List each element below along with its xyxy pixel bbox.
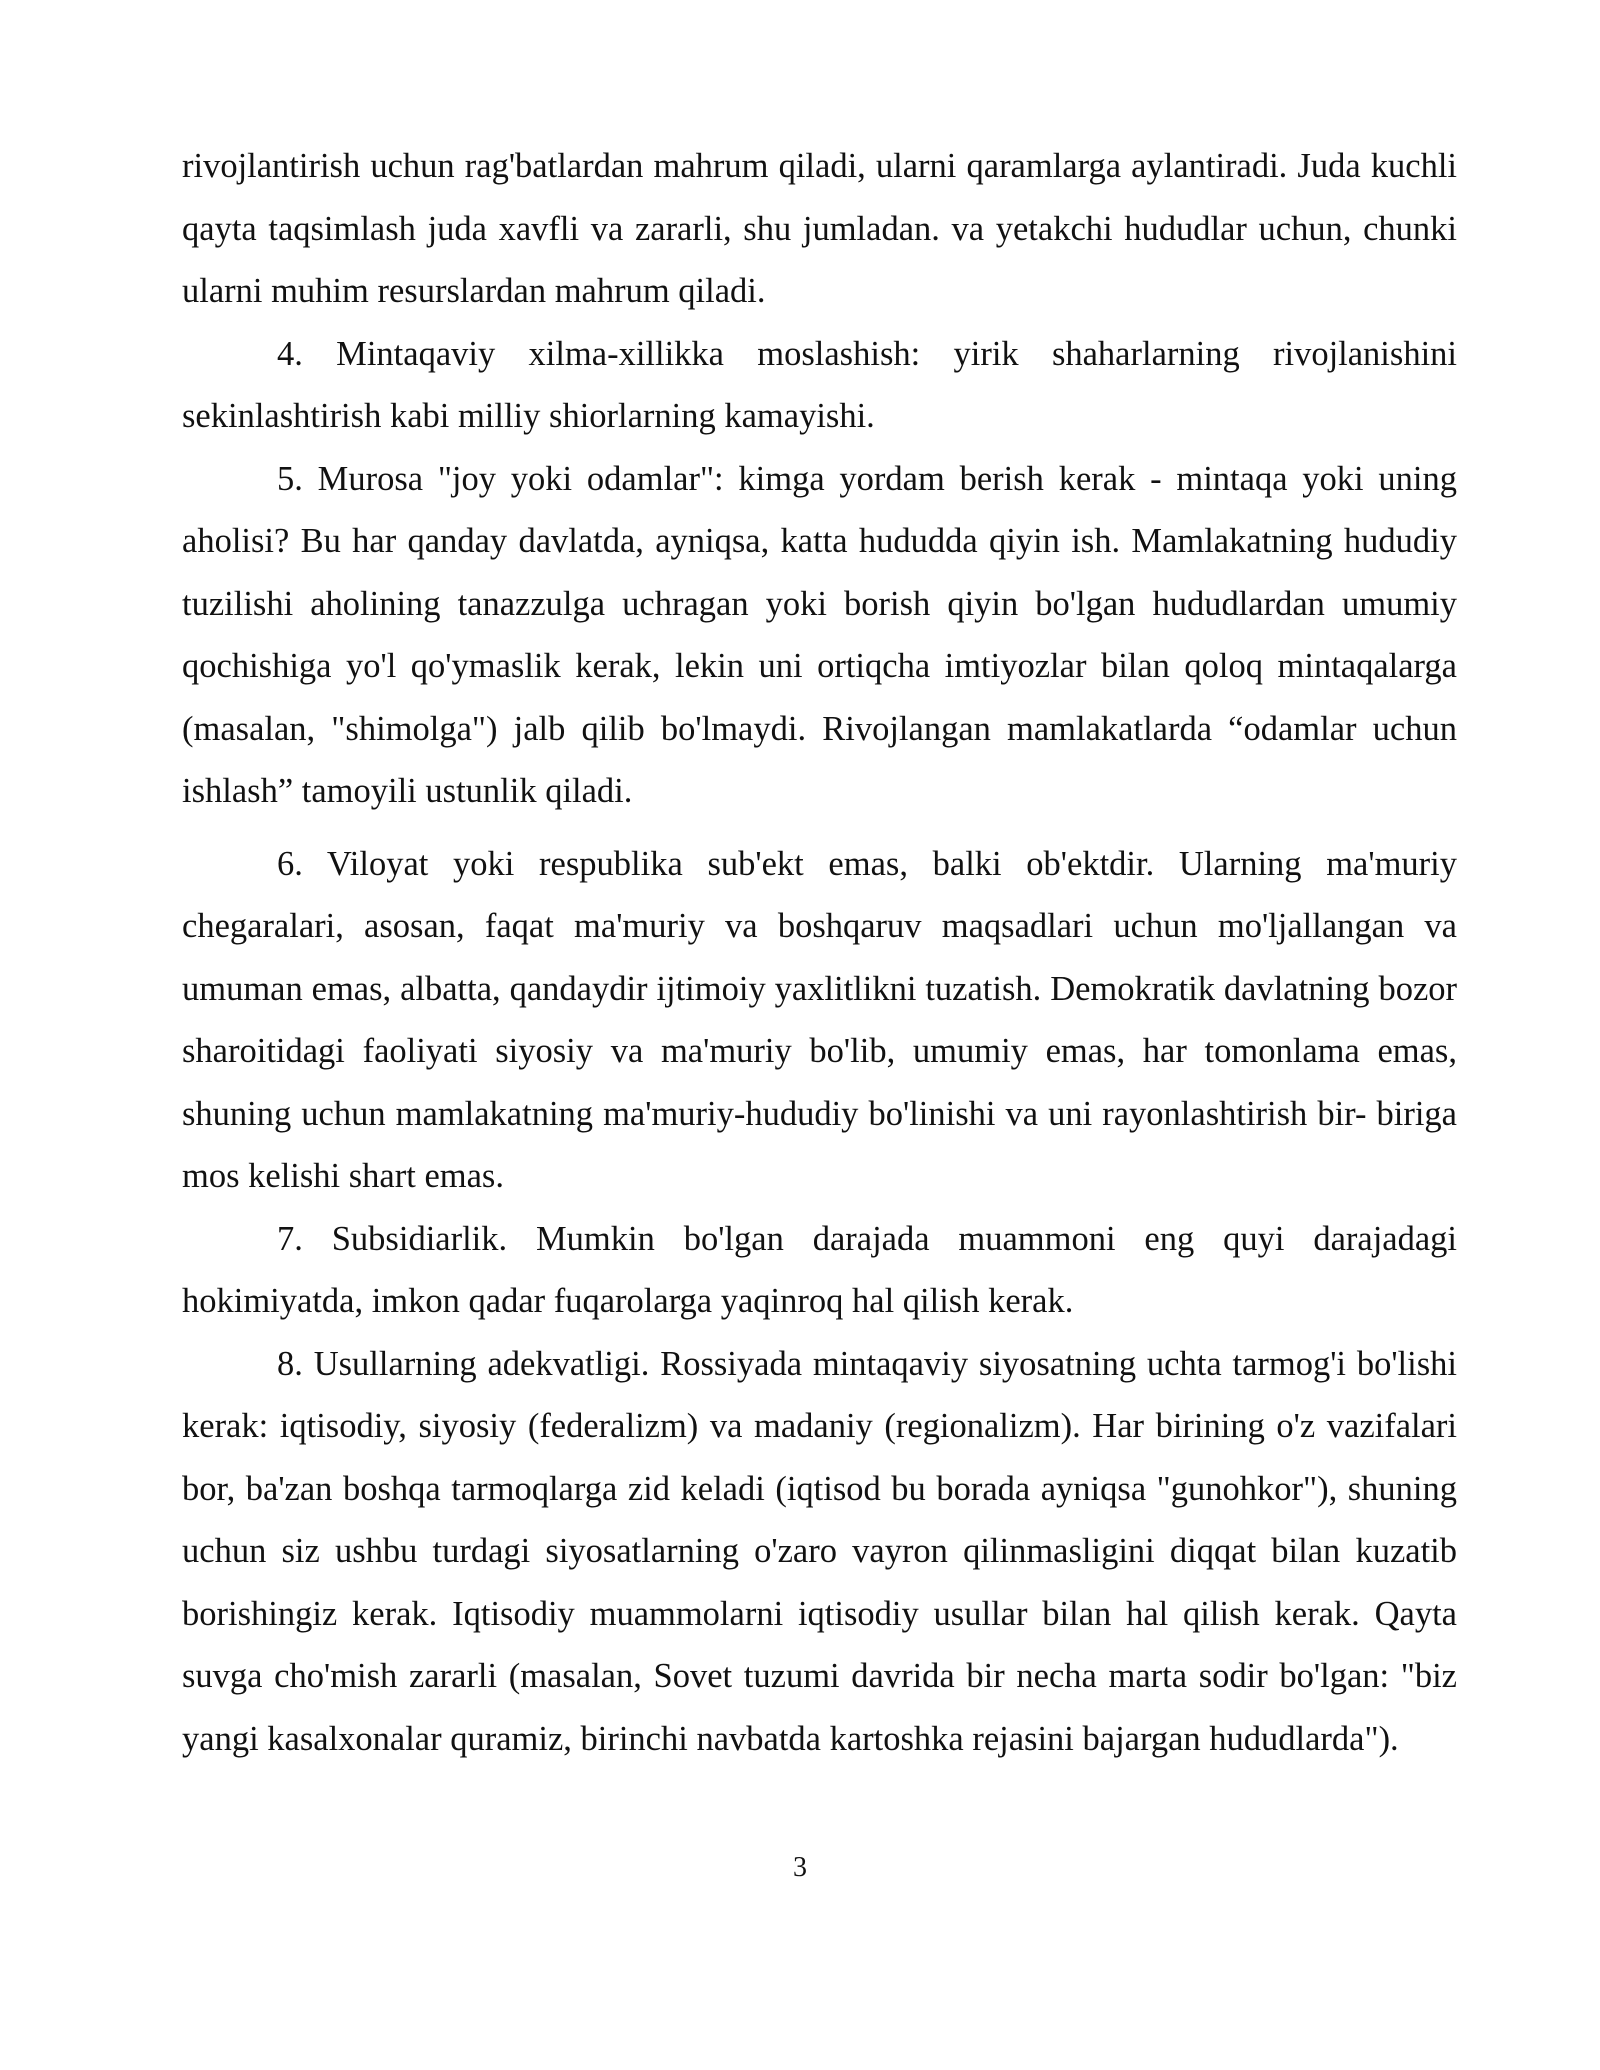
document-body	[182, 135, 1457, 1770]
paragraph-continuation: rivojlantirish uchun rag'batlardan mahrum qiladi, ularni qaramlarga aylantiradi. Juda kuchli qayta taqsimlash juda xavfli va zararli, shu jumladan. va yetakchi hududlar uchun, chunki ularni muhim resurslardan mahrum qiladi.	[182, 147, 1457, 310]
paragraph-item-8: 8. Usullarning adekvatligi. Rossiyada mintaqaviy siyosatning uchta tarmog'i bo'lishi kerak: iqtisodiy, siyosiy (federalizm) va madaniy (regionalizm). Har birining o'z vazifalari bor, ba'zan boshqa tarmoqlarga zid keladi (iqtisod bu borada ayniqsa "gunohkor"), shuning uchun siz ushbu turdagi siyosatlarning o'zaro vayron qilinmasligini diqqat bilan kuzatib borishingiz kerak. Iqtisodiy muammolarni iqtisodiy usullar bilan hal qilish kerak. Qayta suvga cho'mish zararli (masalan, Sovet tuzumi davrida bir necha marta sodir bo'lgan: "biz yangi kasalxonalar quramiz, birinchi navbatda kartoshka rejasini bajargan hududlarda").	[182, 1344, 1457, 1758]
paragraph-item-5: 5. Murosa "joy yoki odamlar": kimga yordam berish kerak - mintaqa yoki uning aholisi? Bu har qanday davlatda, ayniqsa, katta hududda qiyin ish. Mamlakatning hududiy tuzilishi aholining tanazzulga uchragan yoki borish qiyin bo'lgan hududlardan umumiy qochishiga yo'l qo'ymaslik kerak, lekin uni ortiqcha imtiyozlar bilan qoloq mintaqalarga (masalan, "shimolga") jalb qilib bo'lmaydi. Rivojlangan mamlakatlarda “odamlar uchun ishlash” tamoyili ustunlik qiladi.	[182, 459, 1457, 810]
paragraph-item-7: 7. Subsidiarlik. Mumkin bo'lgan darajada muammoni eng quyi darajadagi hokimiyatda, imkon qadar fuqarolarga yaqinroq hal qilish kerak.	[182, 1219, 1457, 1320]
paragraph-item-4: 4. Mintaqaviy xilma-xillikka moslashish: yirik shaharlarning rivojlanishini sekinlashtirish kabi milliy shiorlarning kamayishi.	[182, 334, 1457, 435]
page-number: 3	[793, 1852, 807, 1883]
paragraph-item-6: 6. Viloyat yoki respublika sub'ekt emas, balki ob'ektdir. Ularning ma'muriy chegaralari, asosan, faqat ma'muriy va boshqaruv maqsadlari uchun mo'ljallangan va umuman emas, albatta, qandaydir ijtimoiy yaxlitlikni tuzatish. Demokratik davlatning bozor sharoitidagi faoliyati siyosiy va ma'muriy bo'lib, umumiy emas, har tomonlama emas, shuning uchun mamlakatning ma'muriy-hududiy bo'linishi va uni rayonlashtirish bir- biriga mos kelishi shart emas.	[182, 844, 1457, 1195]
